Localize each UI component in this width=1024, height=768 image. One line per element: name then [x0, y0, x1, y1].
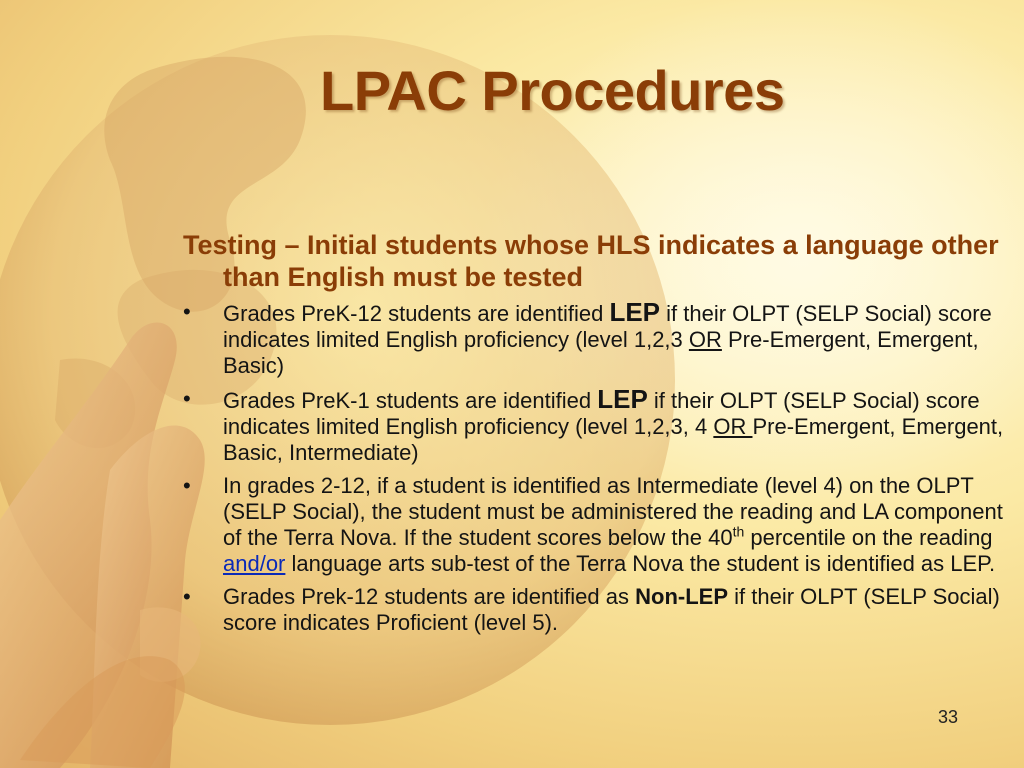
section-heading: Testing – Initial students whose HLS indicates a language other than English must be tested: [183, 230, 999, 292]
bullet-text: language arts sub-test of the Terra Nova the student is identified as LEP.: [285, 551, 996, 576]
bullet-text: Grades Prek-12 students are identified as: [223, 584, 636, 609]
bullet-text: Pre-Emergent, Emergent, Basic, Intermediate): [223, 414, 1004, 465]
slide-number: 33: [938, 707, 959, 727]
bullet-text: Pre-Emergent, Emergent, Basic): [223, 327, 979, 378]
bullet-text: Grades PreK-1 students are identified: [223, 388, 598, 413]
bullet-icon: •: [183, 386, 191, 411]
bullet-item: [183, 299, 1015, 379]
bullet-icon: •: [183, 584, 191, 609]
bullet-text: Grades PreK-12 students are identified: [223, 301, 610, 326]
superscript: th: [732, 523, 745, 540]
bullet-item: [183, 386, 1015, 466]
lep-label: LEP: [609, 297, 661, 327]
and-or-link[interactable]: and/or: [223, 551, 286, 576]
bullet-text: if their OLPT (SELP Social) score indicates limited English proficiency (level 1,2,3, 4: [223, 388, 980, 439]
bullet-text: if their OLPT (SELP Social) score indicates Proficient (level 5).: [223, 584, 1000, 635]
bullet-icon: •: [183, 473, 191, 498]
lep-label: LEP: [597, 384, 648, 414]
bullet-text: if their OLPT (SELP Social) score indicates limited English proficiency (level 1,2,3: [223, 301, 992, 352]
slide-title: LPAC Procedures: [320, 59, 785, 122]
bullet-text: percentile on the reading: [744, 525, 993, 550]
or-label: OR: [688, 327, 722, 352]
non-lep-label: Non-LEP: [635, 584, 729, 609]
or-label: OR: [713, 414, 753, 439]
bullet-item: [183, 584, 1015, 636]
bullet-text: In grades 2-12, if a student is identified as Intermediate (level 4) on the OLPT (SELP Social), the student must be administered the reading and LA component of the Terra Nova. If the student scores below the 40: [223, 473, 1003, 550]
bullet-item: [183, 473, 1015, 577]
bullet-list: [183, 299, 1015, 636]
bullet-icon: •: [183, 299, 191, 324]
slide-body: [183, 229, 1015, 643]
